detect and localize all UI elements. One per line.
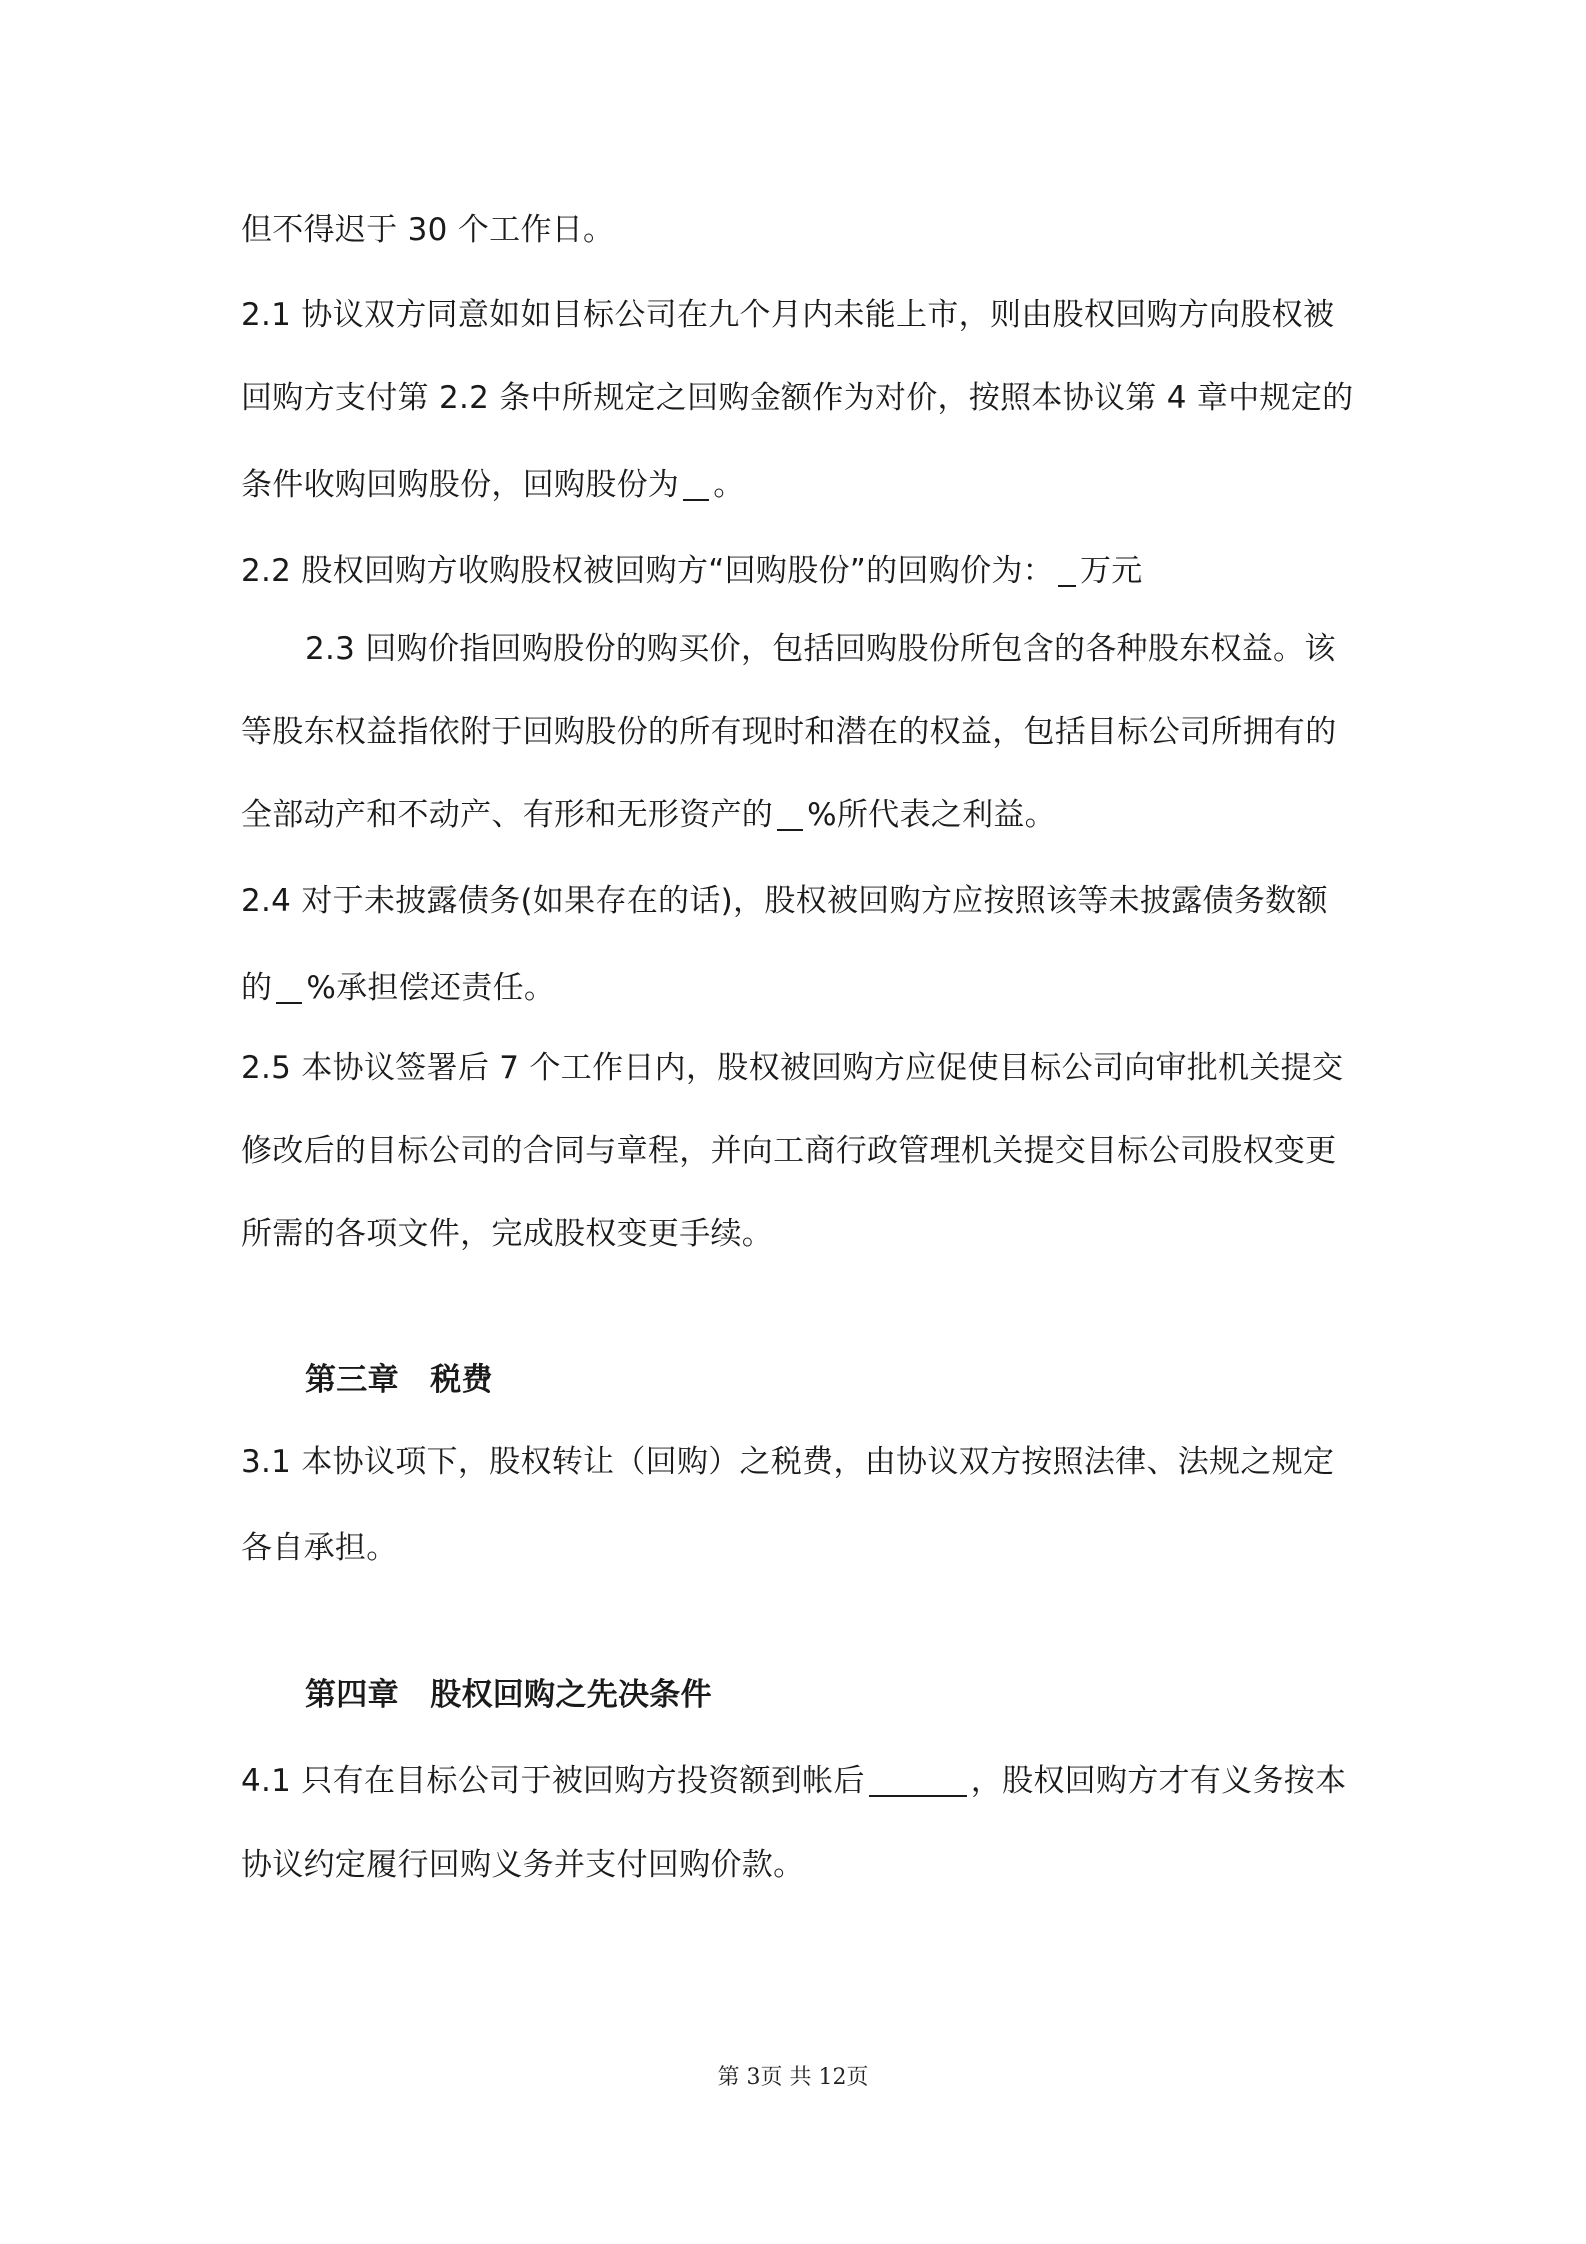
text: 2.2 股权回购方收购股权被回购方“回购股份”的回购价为： (241, 553, 1054, 589)
text: 协议约定履行回购义务并支付回购价款。 (241, 1847, 805, 1883)
text: 。 (713, 467, 745, 503)
chapter-4-heading (305, 1673, 1425, 1717)
paragraph-line (241, 208, 1361, 252)
clause-2-5-line-2 (241, 1129, 1361, 1173)
text: 2.4 对于未披露债务(如果存在的话)，股权被回购方应按照该等未披露债务数额 (241, 883, 1328, 919)
text: 回购方支付第 2.2 条中所规定之回购金额作为对价，按照本协议第 4 章中规定的 (241, 380, 1354, 416)
text: 所需的各项文件，完成股权变更手续。 (241, 1216, 774, 1252)
clause-2-1-line-1 (241, 293, 1361, 337)
text: 2.5 本协议签署后 7 个工作日内，股权被回购方应促使目标公司向审批机关提交 (241, 1050, 1344, 1086)
fill-in-blank[interactable] (683, 467, 709, 501)
clause-3-1-line-2 (241, 1526, 1361, 1570)
text: 等股东权益指依附于回购股份的所有现时和潜在的权益，包括目标公司所拥有的 (241, 714, 1337, 750)
fill-in-blank[interactable] (1058, 553, 1076, 587)
clause-2-5-line-3 (241, 1212, 1361, 1256)
clause-2-3-line-2 (241, 710, 1361, 754)
clause-2-1-line-3 (241, 463, 1361, 507)
clause-2-3-line-1 (305, 627, 1425, 671)
text: 4.1 只有在目标公司于被回购方投资额到帐后 (241, 1763, 865, 1799)
text: 但不得迟于 30 个工作日。 (241, 212, 615, 248)
text: ，股权回购方才有义务按本 (970, 1763, 1347, 1799)
clause-2-5-line-1 (241, 1046, 1361, 1090)
text: 第三章 税费 (305, 1362, 493, 1398)
text: 万元 (1079, 553, 1143, 589)
text: 条件收购回购股份，回购股份为 (241, 467, 680, 503)
text: %所代表之利益。 (807, 797, 1056, 833)
fill-in-blank[interactable] (869, 1763, 967, 1797)
fill-in-blank[interactable] (276, 970, 302, 1004)
text: 全部动产和不动产、有形和无形资产的 (241, 797, 774, 833)
clause-2-1-line-2 (241, 376, 1361, 420)
text: 第四章 股权回购之先决条件 (305, 1677, 712, 1713)
clause-2-2-line (241, 549, 1361, 593)
text: 的 (241, 970, 273, 1006)
text: 各自承担。 (241, 1530, 398, 1566)
fill-in-blank[interactable] (777, 797, 803, 831)
text: 修改后的目标公司的合同与章程，并向工商行政管理机关提交目标公司股权变更 (241, 1133, 1337, 1169)
clause-2-4-line-1 (241, 879, 1361, 923)
clause-2-3-line-3 (241, 793, 1361, 837)
text: %承担偿还责任。 (306, 970, 556, 1006)
clause-2-4-line-2 (241, 966, 1361, 1010)
text: 2.3 回购价指回购股份的购买价，包括回购股份所包含的各种股东权益。该 (305, 631, 1336, 667)
chapter-3-heading (305, 1358, 1425, 1402)
text: 2.1 协议双方同意如如目标公司在九个月内未能上市，则由股权回购方向股权被 (241, 297, 1335, 333)
clause-4-1-line-2 (241, 1843, 1361, 1887)
page-number-footer: 第 3页 共 12页 (717, 2065, 869, 2090)
text: 3.1 本协议项下，股权转让（回购）之税费，由协议双方按照法律、法规之规定 (241, 1444, 1335, 1480)
clause-3-1-line-1 (241, 1440, 1361, 1484)
clause-4-1-line-1 (241, 1759, 1361, 1803)
